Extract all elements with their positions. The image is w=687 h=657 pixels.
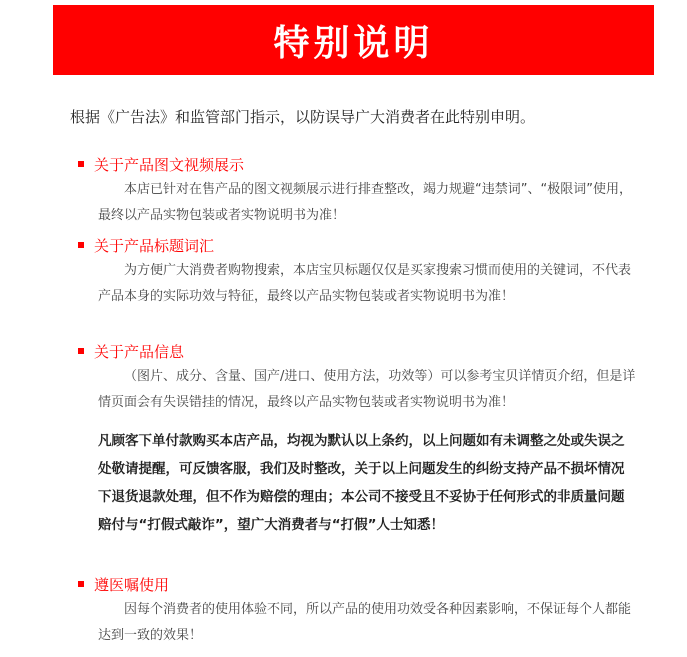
section-title: 关于产品标题词汇 xyxy=(94,236,215,255)
section-heading xyxy=(78,340,638,362)
section-heading xyxy=(78,153,638,175)
section-body xyxy=(98,364,638,416)
section-title: 遵医嘱使用 xyxy=(94,575,170,594)
section-text: 为方便广大消费者购物搜索，本店宝贝标题仅仅是买家搜索习惯而使用的关键词，不代表产品本身的实际功效与特征，最终以产品实物包装或者实物说明书为准！ xyxy=(98,263,632,304)
title-banner xyxy=(53,5,654,75)
section-text: 因每个消费者的使用体验不同，所以产品的使用功效受各种因素影响，不保证每个人都能达到一致的效果！ xyxy=(98,602,632,643)
section-text: （图片、成分、含量、国产/进口、使用方法，功效等）可以参考宝贝详情页介绍，但是详情页面会有失误错挂的情况，最终以产品实物包装或者实物说明书为准！ xyxy=(98,369,636,410)
square-bullet-icon xyxy=(78,348,84,354)
square-bullet-icon xyxy=(78,581,84,587)
section-body xyxy=(98,597,638,649)
intro-statement: 根据《广告法》和监管部门指示，以防误导广大消费者在此特别申明。 xyxy=(70,108,536,126)
section-text: 本店已针对在售产品的图文视频展示进行排查整改，竭力规避“违禁词”、“极限词”使用，最终以产品实物包装或者实物说明书为准！ xyxy=(98,182,632,223)
page-title: 特别说明 xyxy=(273,22,434,64)
square-bullet-icon xyxy=(78,161,84,167)
section-product-media xyxy=(78,153,638,229)
section-body xyxy=(98,258,638,310)
section-title: 关于产品信息 xyxy=(94,342,185,361)
section-product-title xyxy=(78,234,638,310)
section-body xyxy=(98,177,638,229)
section-medical-advice xyxy=(78,573,638,649)
section-product-info xyxy=(78,340,638,416)
square-bullet-icon xyxy=(78,242,84,248)
section-title: 关于产品图文视频展示 xyxy=(94,155,245,174)
section-heading xyxy=(78,573,638,595)
customer-notice: 凡顾客下单付款购买本店产品，均视为默认以上条约，以上问题如有未调整之处或失误之处敬请提醒，可反馈客服，我们及时整改，关于以上问题发生的纠纷支持产品不损坏情况下退货退款处理，但不作为赔偿的理由；本公司不接受且不妥协于任何形式的非质量问题赔付与“打假式敲诈”，望广大消费者与“打假”人士知悉！ xyxy=(98,433,625,533)
section-heading xyxy=(78,234,638,256)
